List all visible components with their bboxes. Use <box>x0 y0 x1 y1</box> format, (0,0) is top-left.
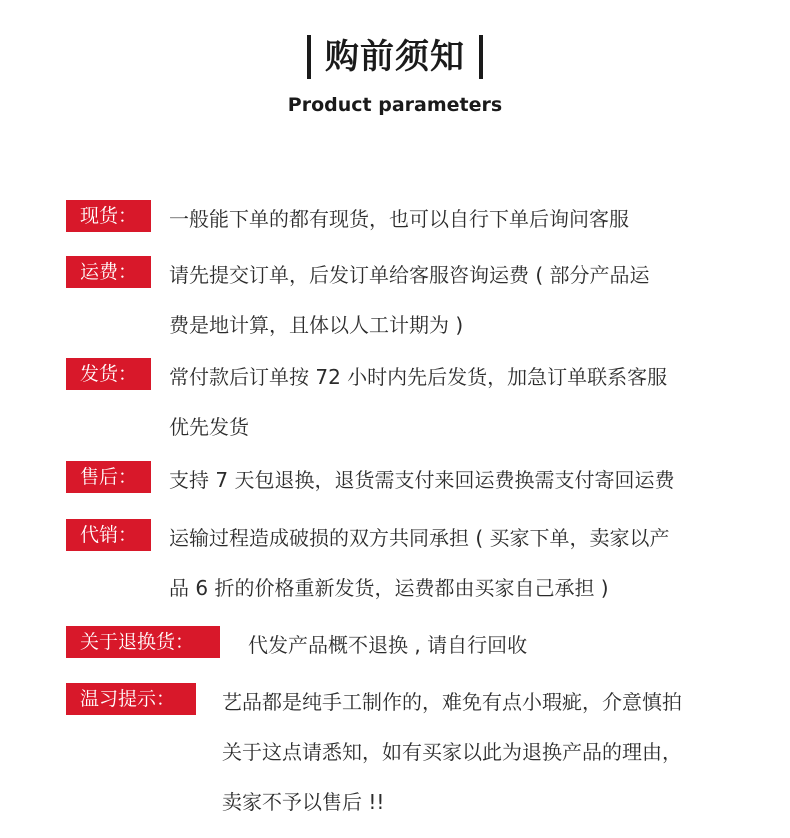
notice-line: 一般能下单的都有现货，也可以自行下单后询问客服 <box>169 207 629 231</box>
notice-line: 品 6 折的价格重新发货，运费都由买家自己承担 ) <box>169 576 609 600</box>
notice-label-reminder: 温习提示： <box>66 683 196 715</box>
notice-text-delivery <box>169 352 667 452</box>
notice-line: 代发产品概不退换 , 请自行回收 <box>248 633 528 657</box>
title-left-bar <box>307 35 311 79</box>
notice-text-consignment <box>169 513 670 613</box>
notice-line: 支持 7 天包退换，退货需支付来回运费换需支付寄回运费 <box>169 468 675 492</box>
notice-label-delivery: 发货： <box>66 358 151 390</box>
page-subtitle: Product parameters <box>287 94 503 116</box>
notice-line: 艺品都是纯手工制作的，难免有点小瑕疵，介意慎拍 <box>222 690 682 714</box>
notice-line: 费是地计算，且体以人工计期为 ) <box>169 313 464 337</box>
page-title: 购前须知 <box>325 37 465 77</box>
page-title-row <box>0 32 790 82</box>
notice-label-shipping-fee: 运费： <box>66 256 151 288</box>
notice-line: 常付款后订单按 72 小时内先后发货，加急订单联系客服 <box>169 365 668 389</box>
notice-line: 优先发货 <box>169 415 249 439</box>
notice-line: 请先提交订单，后发订单给客服咨询运费 ( 部分产品运 <box>169 263 650 287</box>
notice-label-returns: 关于退换货： <box>66 626 220 658</box>
notice-text-stock <box>169 194 629 244</box>
notice-text-after-sales <box>169 455 674 505</box>
notice-text-shipping-fee <box>169 250 650 350</box>
notice-line: 关于这点请悉知，如有买家以此为退换产品的理由， <box>222 740 682 764</box>
notice-line: 运输过程造成破损的双方共同承担 ( 买家下单，卖家以产 <box>169 526 670 550</box>
notice-text-reminder <box>222 677 682 827</box>
notice-line: 卖家不予以售后 !! <box>222 790 385 814</box>
notice-label-after-sales: 售后： <box>66 461 151 493</box>
title-right-bar <box>479 35 483 79</box>
notice-label-stock: 现货： <box>66 200 151 232</box>
notice-label-consignment: 代销： <box>66 519 151 551</box>
notice-text-returns <box>248 620 527 670</box>
